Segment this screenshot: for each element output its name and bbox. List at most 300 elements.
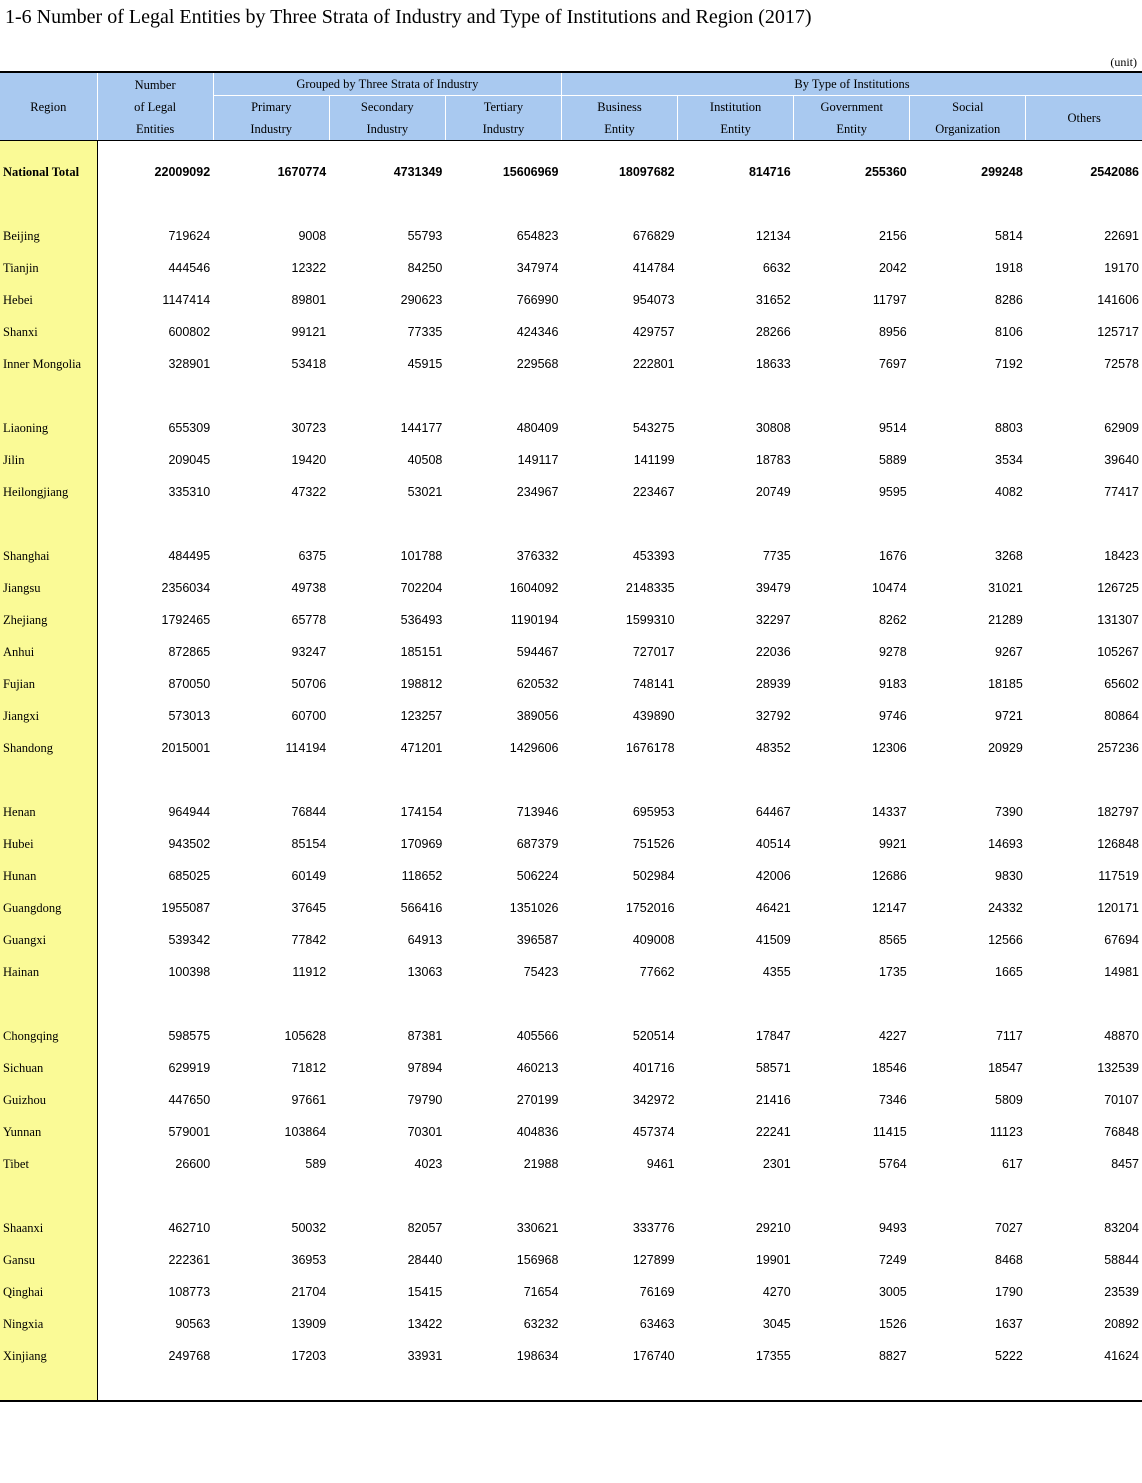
table-row <box>0 412 1142 444</box>
table-row <box>0 1308 1142 1340</box>
value-cell: 22691 <box>1104 229 1139 243</box>
spacer-cell <box>97 380 213 412</box>
value-cell: 9721 <box>995 709 1023 723</box>
value-cell: 141606 <box>1097 293 1139 307</box>
value-cell: 460213 <box>516 1061 559 1075</box>
value-cell: 453393 <box>632 549 675 563</box>
value-cell: 76848 <box>1104 1125 1139 1139</box>
table-row <box>0 220 1142 252</box>
table-row <box>0 732 1142 764</box>
value-cell: 401716 <box>632 1061 675 1075</box>
value-cell: 1351026 <box>509 901 559 915</box>
value-cell: 12322 <box>291 261 327 275</box>
value-cell: 21416 <box>755 1093 791 1107</box>
value-cell: 28266 <box>755 325 791 339</box>
value-cell: 629919 <box>168 1061 211 1075</box>
value-cell: 30723 <box>291 421 327 435</box>
value-cell: 17203 <box>291 1349 327 1363</box>
value-cell: 99121 <box>291 325 327 339</box>
value-cell: 19901 <box>755 1253 791 1267</box>
region-cell: Guangdong <box>0 892 97 924</box>
value-cell: 2356034 <box>161 581 211 595</box>
table-row <box>0 924 1142 956</box>
value-cell: 46421 <box>755 901 791 915</box>
value-cell: 198634 <box>516 1349 559 1363</box>
header-line: Organization <box>935 122 1001 136</box>
value-cell: 347974 <box>516 261 559 275</box>
spacer-row <box>0 508 1142 540</box>
spacer-cell <box>561 1372 677 1401</box>
spacer-cell <box>0 1372 97 1401</box>
spacer-cell <box>213 988 329 1020</box>
value-cell: 20749 <box>755 485 791 499</box>
value-cell: 814716 <box>748 165 791 179</box>
value-cell: 9278 <box>878 645 907 659</box>
spacer-cell <box>678 764 794 796</box>
value-cell: 11123 <box>989 1125 1023 1139</box>
region-cell: Shandong <box>0 732 97 764</box>
value-cell: 270199 <box>516 1093 559 1107</box>
value-cell: 97661 <box>291 1093 327 1107</box>
spacer-cell <box>678 141 794 157</box>
value-cell: 48352 <box>755 741 791 755</box>
value-cell: 8803 <box>995 421 1023 435</box>
value-cell: 543275 <box>632 421 675 435</box>
value-cell: 9493 <box>878 1221 907 1235</box>
value-cell: 50706 <box>291 677 327 691</box>
value-cell: 15606969 <box>502 165 559 179</box>
value-cell: 9746 <box>878 709 907 723</box>
value-cell: 6632 <box>762 261 791 275</box>
table-row <box>0 316 1142 348</box>
value-cell: 62909 <box>1104 421 1139 435</box>
value-cell: 520514 <box>632 1029 675 1043</box>
value-cell: 4270 <box>762 1285 791 1299</box>
spacer-row <box>0 1180 1142 1212</box>
spacer-cell <box>561 380 677 412</box>
table-row <box>0 1212 1142 1244</box>
value-cell: 64467 <box>755 805 791 819</box>
value-cell: 502984 <box>632 869 675 883</box>
spacer-cell <box>329 988 445 1020</box>
region-cell: Ningxia <box>0 1308 97 1340</box>
spacer-cell <box>910 1372 1026 1401</box>
value-cell: 9267 <box>995 645 1023 659</box>
value-cell: 573013 <box>168 709 211 723</box>
value-cell: 335310 <box>168 485 211 499</box>
value-cell: 82057 <box>407 1221 443 1235</box>
value-cell: 21704 <box>291 1285 327 1299</box>
value-cell: 1429606 <box>509 741 559 755</box>
value-cell: 5889 <box>878 453 907 467</box>
spacer-row <box>0 188 1142 220</box>
value-cell: 870050 <box>168 677 211 691</box>
value-cell: 17847 <box>755 1029 791 1043</box>
value-cell: 7249 <box>878 1253 907 1267</box>
primary-industry-header <box>213 96 329 141</box>
header-line: Entity <box>836 122 867 136</box>
value-cell: 429757 <box>632 325 675 339</box>
spacer-cell <box>794 380 910 412</box>
value-cell: 872865 <box>168 645 211 659</box>
spacer-cell <box>0 380 97 412</box>
spacer-cell <box>97 764 213 796</box>
value-cell: 10474 <box>871 581 907 595</box>
value-cell: 2015001 <box>161 741 211 755</box>
table-row <box>0 1244 1142 1276</box>
spacer-cell <box>445 380 561 412</box>
institutions-group-header: By Type of Institutions <box>561 72 1142 96</box>
value-cell: 751526 <box>632 837 675 851</box>
value-cell: 405566 <box>516 1029 559 1043</box>
header-line: Entity <box>604 122 635 136</box>
value-cell: 132539 <box>1097 1061 1139 1075</box>
region-cell: Xinjiang <box>0 1340 97 1372</box>
value-cell: 60149 <box>291 869 327 883</box>
region-cell: Chongqing <box>0 1020 97 1052</box>
government-entity-header <box>794 96 910 141</box>
spacer-cell <box>794 1180 910 1212</box>
value-cell: 63232 <box>523 1317 559 1331</box>
value-cell: 33931 <box>407 1349 443 1363</box>
value-cell: 40508 <box>407 453 443 467</box>
value-cell: 1604092 <box>509 581 559 595</box>
value-cell: 404836 <box>516 1125 559 1139</box>
spacer-cell <box>445 141 561 157</box>
value-cell: 21289 <box>988 613 1023 627</box>
value-cell: 579001 <box>168 1125 211 1139</box>
value-cell: 695953 <box>632 805 675 819</box>
value-cell: 21988 <box>523 1157 559 1171</box>
value-cell: 75423 <box>523 965 559 979</box>
value-cell: 1670774 <box>277 165 327 179</box>
spacer-row <box>0 1372 1142 1401</box>
value-cell: 9461 <box>646 1157 675 1171</box>
spacer-cell <box>329 1180 445 1212</box>
value-cell: 4227 <box>878 1029 907 1043</box>
value-cell: 36953 <box>291 1253 327 1267</box>
value-cell: 76169 <box>639 1285 675 1299</box>
value-cell: 3534 <box>995 453 1023 467</box>
spacer-cell <box>329 764 445 796</box>
value-cell: 41624 <box>1104 1349 1139 1363</box>
value-cell: 117519 <box>1098 869 1139 883</box>
value-cell: 223467 <box>632 485 675 499</box>
value-cell: 77842 <box>291 933 327 947</box>
spacer-cell <box>1026 188 1142 220</box>
value-cell: 7346 <box>878 1093 907 1107</box>
value-cell: 18546 <box>871 1061 907 1075</box>
value-cell: 76844 <box>291 805 327 819</box>
region-cell: Hainan <box>0 956 97 988</box>
table-row <box>0 1052 1142 1084</box>
region-cell: Jiangsu <box>0 572 97 604</box>
value-cell: 7027 <box>995 1221 1023 1235</box>
value-cell: 654823 <box>516 229 559 243</box>
value-cell: 18423 <box>1104 549 1139 563</box>
spacer-cell <box>910 188 1026 220</box>
value-cell: 77417 <box>1104 485 1139 499</box>
value-cell: 53418 <box>291 357 327 371</box>
value-cell: 333776 <box>632 1221 675 1235</box>
tertiary-industry-header <box>445 96 561 141</box>
value-cell: 84250 <box>407 261 443 275</box>
header-line: Social <box>952 100 984 114</box>
value-cell: 19170 <box>1104 261 1139 275</box>
value-cell: 471201 <box>400 741 443 755</box>
industry-group-header: Grouped by Three Strata of Industry <box>213 72 561 96</box>
value-cell: 50032 <box>291 1221 327 1235</box>
value-cell: 249768 <box>168 1349 211 1363</box>
table-row <box>0 668 1142 700</box>
spacer-cell <box>1026 1180 1142 1212</box>
value-cell: 439890 <box>632 709 675 723</box>
value-cell: 26600 <box>175 1157 211 1171</box>
value-cell: 18185 <box>988 677 1023 691</box>
value-cell: 8565 <box>878 933 907 947</box>
value-cell: 48870 <box>1104 1029 1139 1043</box>
spacer-cell <box>445 988 561 1020</box>
unit-label: (unit) <box>1110 55 1137 69</box>
spacer-cell <box>97 1180 213 1212</box>
region-cell: Henan <box>0 796 97 828</box>
value-cell: 65778 <box>291 613 327 627</box>
value-cell: 156968 <box>516 1253 559 1267</box>
value-cell: 149117 <box>517 453 559 467</box>
others-header: Others <box>1026 96 1142 141</box>
value-cell: 255360 <box>865 165 907 179</box>
value-cell: 8956 <box>878 325 907 339</box>
spacer-cell <box>97 508 213 540</box>
value-cell: 13909 <box>291 1317 327 1331</box>
value-cell: 97894 <box>407 1061 443 1075</box>
value-cell: 506224 <box>516 869 559 883</box>
value-cell: 4082 <box>995 485 1023 499</box>
value-cell: 257236 <box>1097 741 1139 755</box>
spacer-cell <box>794 188 910 220</box>
value-cell: 19420 <box>291 453 327 467</box>
institution-entity-header <box>678 96 794 141</box>
value-cell: 9008 <box>298 229 327 243</box>
region-cell: Guizhou <box>0 1084 97 1116</box>
value-cell: 5814 <box>995 229 1023 243</box>
spacer-cell <box>794 141 910 157</box>
value-cell: 103864 <box>284 1125 327 1139</box>
value-cell: 28939 <box>755 677 791 691</box>
spacer-cell <box>97 141 213 157</box>
value-cell: 49738 <box>291 581 327 595</box>
value-cell: 12147 <box>871 901 907 915</box>
value-cell: 114194 <box>285 741 327 755</box>
value-cell: 45915 <box>407 357 443 371</box>
value-cell: 58844 <box>1104 1253 1139 1267</box>
value-cell: 7192 <box>995 357 1023 371</box>
spacer-cell <box>445 1180 561 1212</box>
value-cell: 719624 <box>168 229 211 243</box>
number-header-line1: Number <box>134 77 176 92</box>
region-cell: Tianjin <box>0 252 97 284</box>
table-row <box>0 1340 1142 1372</box>
value-cell: 376332 <box>516 549 559 563</box>
value-cell: 80864 <box>1104 709 1139 723</box>
value-cell: 480409 <box>516 421 559 435</box>
value-cell: 539342 <box>168 933 211 947</box>
value-cell: 11912 <box>292 965 327 979</box>
region-cell: Shaanxi <box>0 1212 97 1244</box>
table-row <box>0 348 1142 380</box>
spacer-cell <box>329 141 445 157</box>
value-cell: 389056 <box>516 709 559 723</box>
value-cell: 101788 <box>400 549 443 563</box>
spacer-cell <box>213 508 329 540</box>
header-line: Entity <box>720 122 751 136</box>
value-cell: 594467 <box>516 645 559 659</box>
spacer-cell <box>910 764 1026 796</box>
value-cell: 1918 <box>995 261 1023 275</box>
value-cell: 77662 <box>639 965 675 979</box>
header-line: Secondary <box>360 100 414 114</box>
spacer-cell <box>329 508 445 540</box>
table-row <box>0 540 1142 572</box>
value-cell: 9183 <box>878 677 907 691</box>
table-title: 1-6 Number of Legal Entities by Three Strata of Industry and Type of Institutions and Region (2017) <box>5 6 812 28</box>
social-organization-header <box>910 96 1026 141</box>
value-cell: 7117 <box>995 1029 1023 1043</box>
value-cell: 23539 <box>1104 1285 1139 1299</box>
value-cell: 3045 <box>762 1317 791 1331</box>
value-cell: 222801 <box>632 357 675 371</box>
value-cell: 414784 <box>632 261 675 275</box>
spacer-cell <box>97 988 213 1020</box>
value-cell: 14693 <box>988 837 1023 851</box>
spacer-cell <box>329 188 445 220</box>
value-cell: 18783 <box>755 453 791 467</box>
value-cell: 9921 <box>878 837 907 851</box>
value-cell: 90563 <box>175 1317 211 1331</box>
value-cell: 1637 <box>995 1317 1023 1331</box>
table-row <box>0 1276 1142 1308</box>
table-row <box>0 604 1142 636</box>
value-cell: 9830 <box>995 869 1023 883</box>
spacer-cell <box>97 188 213 220</box>
spacer-cell <box>561 1180 677 1212</box>
value-cell: 131307 <box>1097 613 1139 627</box>
value-cell: 29210 <box>755 1221 791 1235</box>
value-cell: 409008 <box>632 933 675 947</box>
region-cell: Qinghai <box>0 1276 97 1308</box>
value-cell: 330621 <box>516 1221 559 1235</box>
value-cell: 2156 <box>878 229 907 243</box>
region-cell: Zhejiang <box>0 604 97 636</box>
spacer-cell <box>0 188 97 220</box>
region-cell: Heilongjiang <box>0 476 97 508</box>
value-cell: 20929 <box>988 741 1023 755</box>
spacer-cell <box>329 380 445 412</box>
value-cell: 1790 <box>995 1285 1023 1299</box>
table-row <box>0 892 1142 924</box>
table-row <box>0 572 1142 604</box>
value-cell: 39640 <box>1104 453 1139 467</box>
value-cell: 17355 <box>755 1349 791 1363</box>
spacer-cell <box>213 380 329 412</box>
value-cell: 105628 <box>284 1029 327 1043</box>
value-cell: 620532 <box>516 677 559 691</box>
legal-entities-table <box>0 71 1142 1402</box>
value-cell: 40514 <box>755 837 791 851</box>
value-cell: 299248 <box>981 165 1023 179</box>
value-cell: 126725 <box>1097 581 1139 595</box>
value-cell: 89801 <box>291 293 327 307</box>
value-cell: 118652 <box>401 869 443 883</box>
value-cell: 22036 <box>755 645 791 659</box>
header-line: Business <box>597 100 642 114</box>
value-cell: 9595 <box>878 485 907 499</box>
business-entity-header <box>561 96 677 141</box>
value-cell: 198812 <box>400 677 443 691</box>
value-cell: 8457 <box>1111 1157 1139 1171</box>
spacer-cell <box>97 1372 213 1401</box>
region-cell: Jiangxi <box>0 700 97 732</box>
value-cell: 617 <box>1001 1157 1023 1171</box>
value-cell: 7735 <box>762 549 791 563</box>
value-cell: 424346 <box>516 325 559 339</box>
value-cell: 42006 <box>755 869 791 883</box>
spacer-cell <box>213 188 329 220</box>
value-cell: 8827 <box>878 1349 907 1363</box>
spacer-cell <box>910 380 1026 412</box>
value-cell: 727017 <box>632 645 675 659</box>
value-cell: 1735 <box>878 965 907 979</box>
region-cell: National Total <box>0 156 97 188</box>
value-cell: 1665 <box>995 965 1023 979</box>
value-cell: 1792465 <box>161 613 211 627</box>
value-cell: 71654 <box>523 1285 559 1299</box>
spacer-cell <box>910 508 1026 540</box>
value-cell: 7390 <box>995 805 1023 819</box>
spacer-cell <box>1026 141 1142 157</box>
table-row <box>0 1116 1142 1148</box>
spacer-cell <box>678 188 794 220</box>
table-row <box>0 444 1142 476</box>
value-cell: 8106 <box>995 325 1023 339</box>
value-cell: 53021 <box>407 485 443 499</box>
spacer-cell <box>0 1180 97 1212</box>
value-cell: 687379 <box>516 837 559 851</box>
region-cell: Sichuan <box>0 1052 97 1084</box>
value-cell: 748141 <box>632 677 675 691</box>
value-cell: 5809 <box>995 1093 1023 1107</box>
value-cell: 32792 <box>755 709 791 723</box>
region-cell: Inner Mongolia <box>0 348 97 380</box>
value-cell: 12566 <box>988 933 1023 947</box>
region-cell: Hunan <box>0 860 97 892</box>
value-cell: 1676178 <box>625 741 675 755</box>
value-cell: 28440 <box>407 1253 443 1267</box>
region-cell: Gansu <box>0 1244 97 1276</box>
region-cell: Tibet <box>0 1148 97 1180</box>
value-cell: 18097682 <box>618 165 675 179</box>
value-cell: 31652 <box>755 293 791 307</box>
value-cell: 954073 <box>632 293 675 307</box>
table-row <box>0 476 1142 508</box>
value-cell: 4731349 <box>393 165 443 179</box>
spacer-cell <box>213 1372 329 1401</box>
spacer-row <box>0 764 1142 796</box>
value-cell: 589 <box>305 1157 327 1171</box>
spacer-cell <box>213 1180 329 1212</box>
value-cell: 120171 <box>1097 901 1139 915</box>
value-cell: 1955087 <box>161 901 211 915</box>
